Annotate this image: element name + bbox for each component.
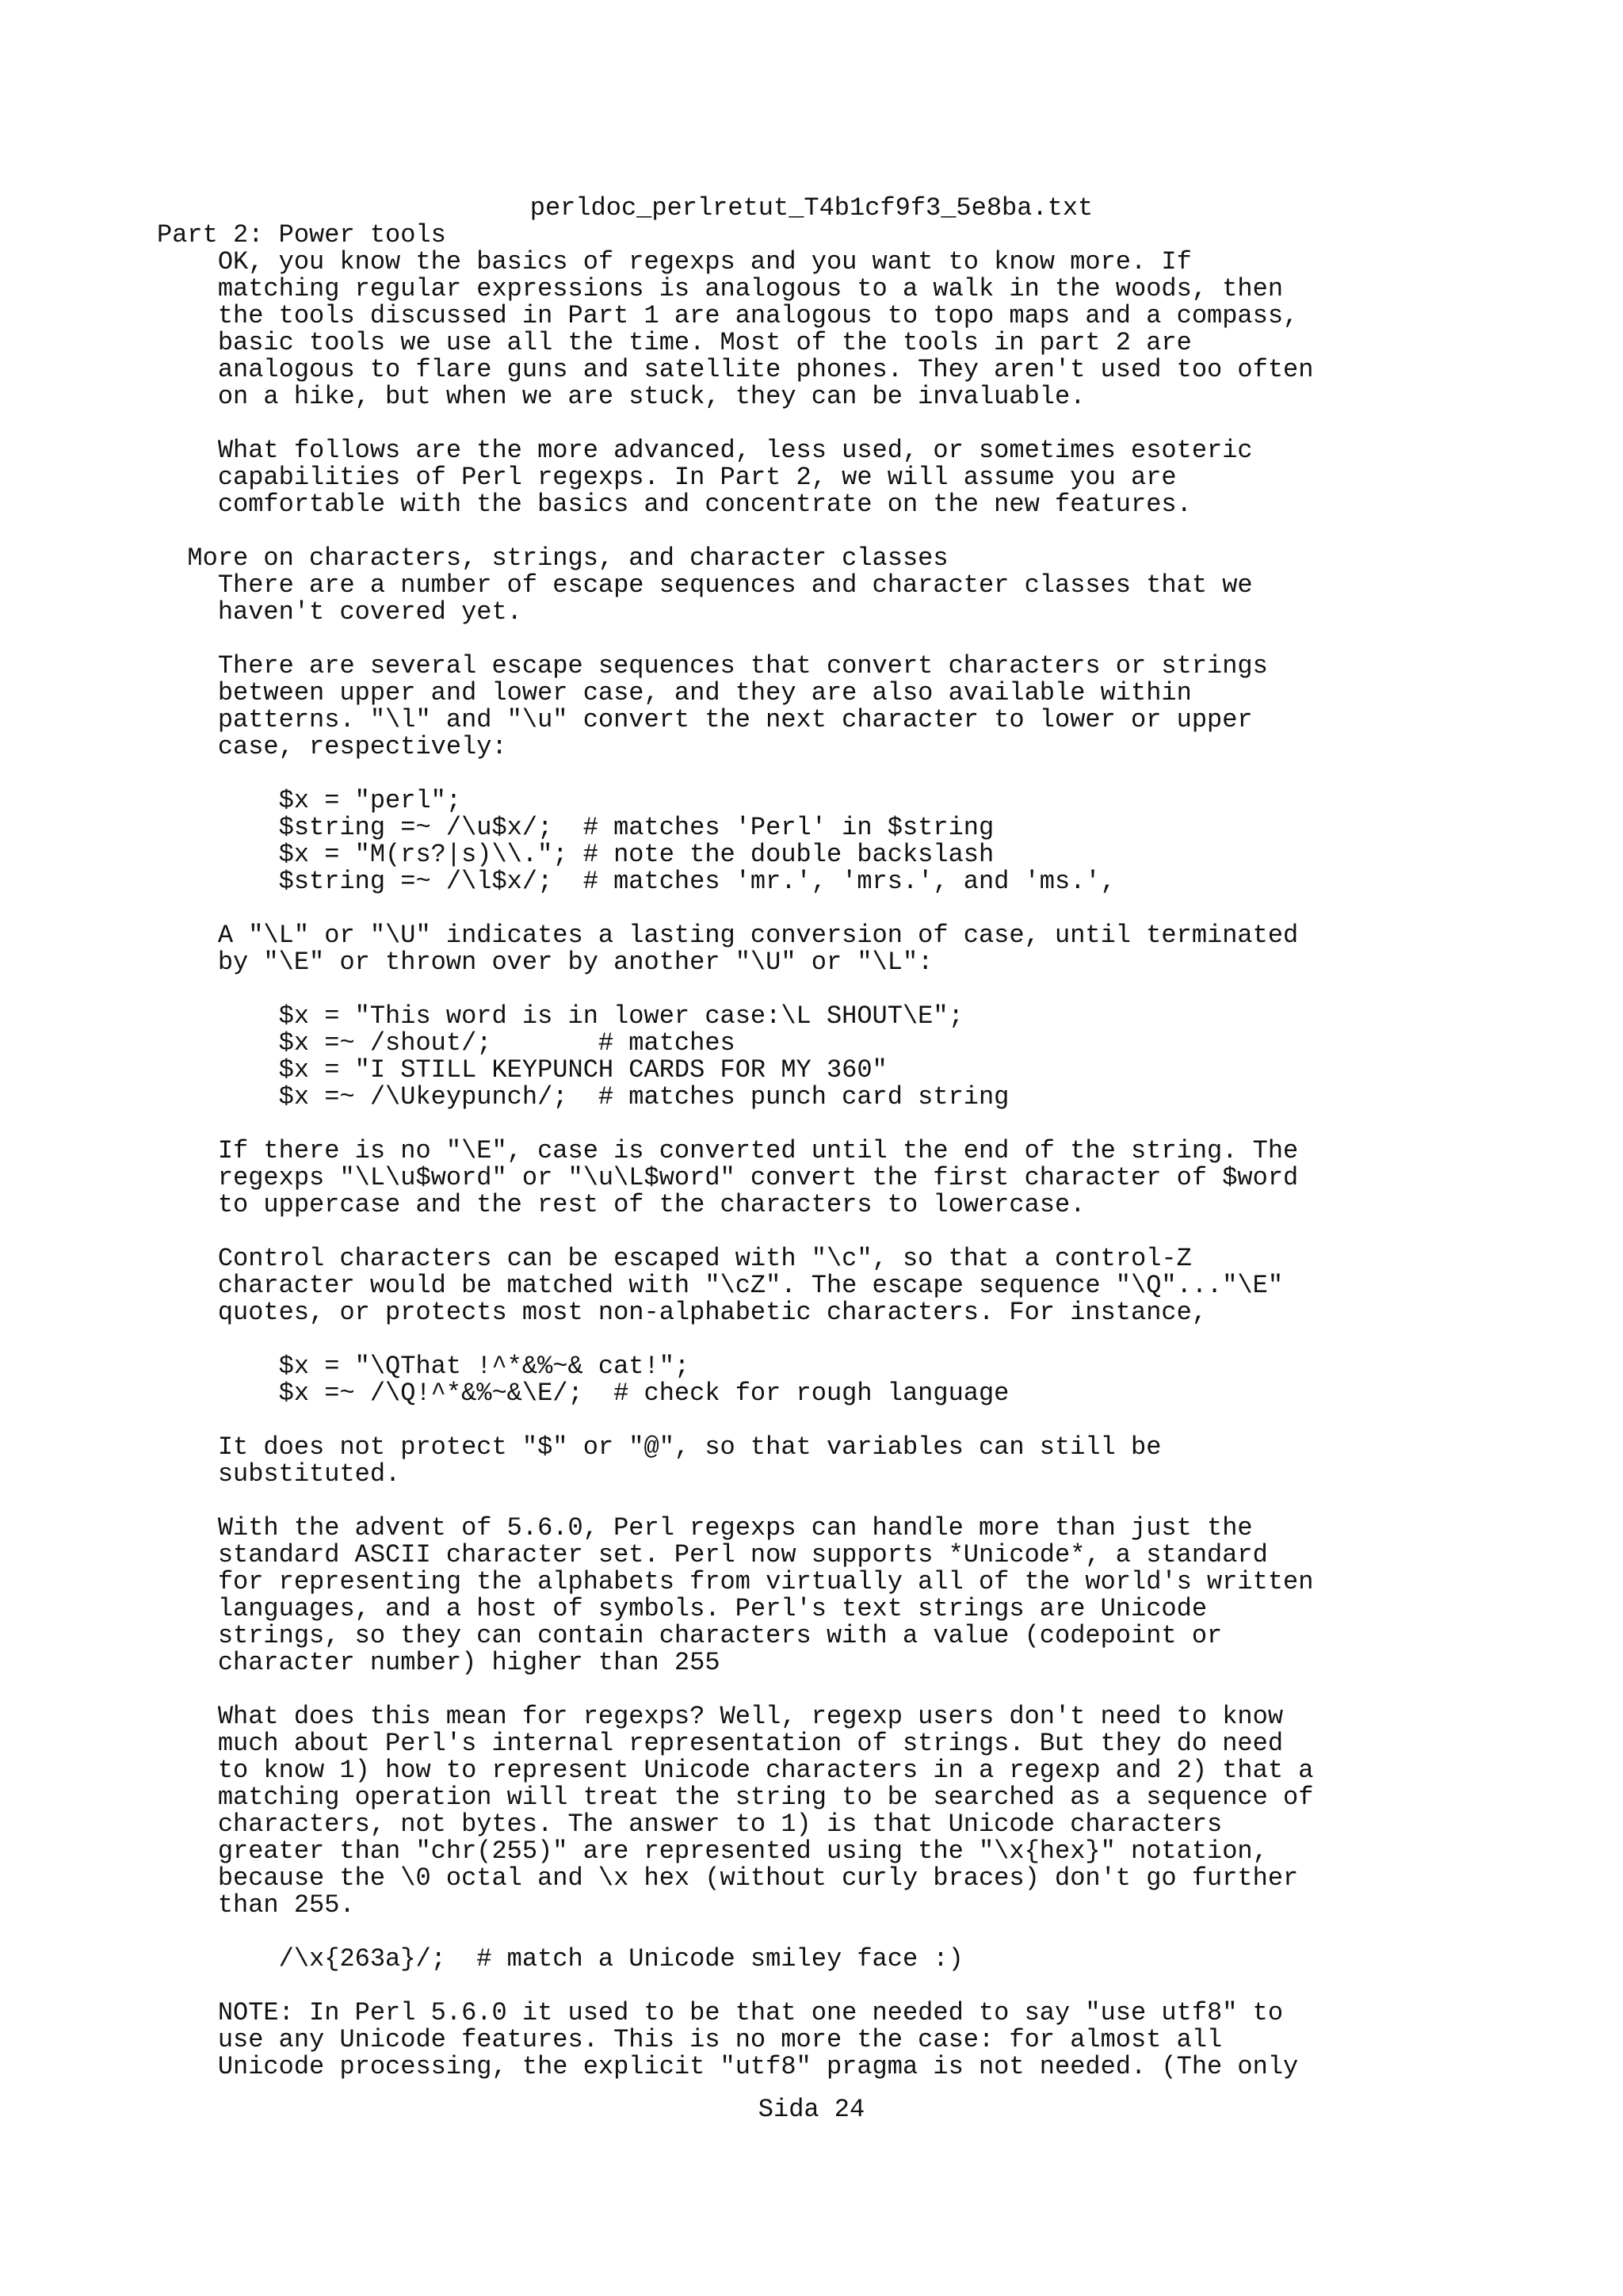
text-line: NOTE: In Perl 5.6.0 it used to be that one needed to say "use utf8" to — [157, 1998, 1284, 2027]
text-line — [157, 976, 1313, 1003]
text-line: quotes, or protects most non-alphabetic characters. For instance, — [157, 1298, 1208, 1327]
text-line: What does this mean for regexps? Well, regexp users don't need to know — [157, 1702, 1284, 1731]
text-line: basic tools we use all the time. Most of the tools in part 2 are — [157, 328, 1192, 357]
text-line: $x =~ /shout/; # matches — [157, 1028, 735, 1058]
text-line: There are several escape sequences that convert characters or strings — [157, 651, 1268, 681]
text-line: between upper and lower case, and they are also available within — [157, 678, 1192, 707]
text-line — [157, 518, 1313, 545]
text-line: There are a number of escape sequences and character classes that we — [157, 570, 1253, 600]
text-line: haven't covered yet. — [157, 597, 522, 627]
page-header-filename: perldoc_perlretut_T4b1cf9f3_5e8ba.txt — [529, 193, 1094, 223]
text-line: capabilities of Perl regexps. In Part 2, we will assume you are — [157, 463, 1177, 492]
text-line: case, respectively: — [157, 732, 507, 761]
text-line: $string =~ /\u$x/; # matches 'Perl' in $string — [157, 813, 995, 842]
text-line: by "\E" or thrown over by another "\U" or "\L": — [157, 948, 934, 977]
text-line: OK, you know the basics of regexps and you want to know more. If — [157, 247, 1192, 277]
text-line — [157, 761, 1313, 788]
text-line — [157, 1973, 1313, 2000]
text-line: use any Unicode features. This is no more the case: for almost all — [157, 2025, 1223, 2054]
text-line: languages, and a host of symbols. Perl's text strings are Unicode — [157, 1594, 1208, 1623]
text-line: standard ASCII character set. Perl now supports *Unicode*, a standard — [157, 1540, 1268, 1569]
text-line: regexps "\L\u$word" or "\u\L$word" convert the first character of $word — [157, 1163, 1299, 1192]
document-body — [157, 222, 1313, 2081]
text-line: strings, so they can contain characters with a value (codepoint or — [157, 1621, 1223, 1650]
text-line: the tools discussed in Part 1 are analogous to topo maps and a compass, — [157, 301, 1299, 330]
text-line — [157, 1676, 1313, 1703]
text-line: If there is no "\E", case is converted until the end of the string. The — [157, 1136, 1299, 1165]
text-line: What follows are the more advanced, less used, or sometimes esoteric — [157, 436, 1253, 465]
text-line: character number) higher than 255 — [157, 1648, 720, 1677]
text-line: Unicode processing, the explicit "utf8" pragma is not needed. (The only — [157, 2052, 1299, 2081]
text-line: It does not protect "$" or "@", so that variables can still be — [157, 1432, 1162, 1462]
text-line — [157, 410, 1313, 437]
text-line: $string =~ /\l$x/; # matches 'mr.', 'mrs.', and 'ms.', — [157, 867, 1116, 896]
text-line: analogous to flare guns and satellite phones. They aren't used too often — [157, 355, 1314, 384]
text-line: to uppercase and the rest of the characters to lowercase. — [157, 1190, 1086, 1219]
text-line — [157, 1111, 1313, 1138]
text-line: for representing the alphabets from virtually all of the world's written — [157, 1567, 1314, 1596]
text-line: $x = "I STILL KEYPUNCH CARDS FOR MY 360" — [157, 1055, 888, 1085]
text-line: comfortable with the basics and concentrate on the new features. — [157, 490, 1192, 519]
text-line — [157, 895, 1313, 922]
text-line: because the \0 octal and \x hex (without curly braces) don't go further — [157, 1863, 1299, 1893]
text-line: substituted. — [157, 1459, 401, 1489]
text-line: than 255. — [157, 1890, 355, 1920]
text-line — [157, 1488, 1313, 1515]
text-line: character would be matched with "\cZ". The escape sequence "\Q"..."\E" — [157, 1271, 1284, 1300]
text-line: $x = "\QThat !^*&%~& cat!"; — [157, 1352, 690, 1381]
text-line: $x = "M(rs?|s)\\."; # note the double backslash — [157, 840, 995, 869]
text-line: $x =~ /\Q!^*&%~&\E/; # check for rough language — [157, 1379, 1010, 1408]
text-line: much about Perl's internal representation of strings. But they do need — [157, 1729, 1284, 1758]
text-line — [157, 1407, 1313, 1434]
text-line: Part 2: Power tools — [157, 220, 446, 250]
text-line — [157, 1919, 1313, 1946]
text-line — [157, 1219, 1313, 1245]
text-line: A "\L" or "\U" indicates a lasting conversion of case, until terminated — [157, 921, 1299, 950]
text-line: Control characters can be escaped with "\c", so that a control-Z — [157, 1244, 1192, 1273]
text-line: greater than "chr(255)" are represented using the "\x{hex}" notation, — [157, 1836, 1268, 1866]
text-line: patterns. "\l" and "\u" convert the next character to lower or upper — [157, 705, 1253, 734]
text-line: $x = "perl"; — [157, 786, 462, 815]
page-footer-number: Sida 24 — [758, 2095, 865, 2124]
text-line: More on characters, strings, and character classes — [157, 543, 949, 573]
text-line: /\x{263a}/; # match a Unicode smiley face :) — [157, 1944, 964, 1974]
text-line: matching operation will treat the string to be searched as a sequence of — [157, 1783, 1314, 1812]
text-line: $x = "This word is in lower case:\L SHOUT\E"; — [157, 1001, 964, 1031]
text-line: matching regular expressions is analogous to a walk in the woods, then — [157, 274, 1284, 303]
text-line: $x =~ /\Ukeypunch/; # matches punch card string — [157, 1082, 1010, 1112]
text-line — [157, 1326, 1313, 1353]
text-line: on a hike, but when we are stuck, they can be invaluable. — [157, 382, 1086, 411]
text-line — [157, 626, 1313, 653]
text-line: With the advent of 5.6.0, Perl regexps can handle more than just the — [157, 1513, 1253, 1543]
text-line: to know 1) how to represent Unicode characters in a regexp and 2) that a — [157, 1756, 1314, 1785]
text-line: characters, not bytes. The answer to 1) is that Unicode characters — [157, 1810, 1223, 1839]
